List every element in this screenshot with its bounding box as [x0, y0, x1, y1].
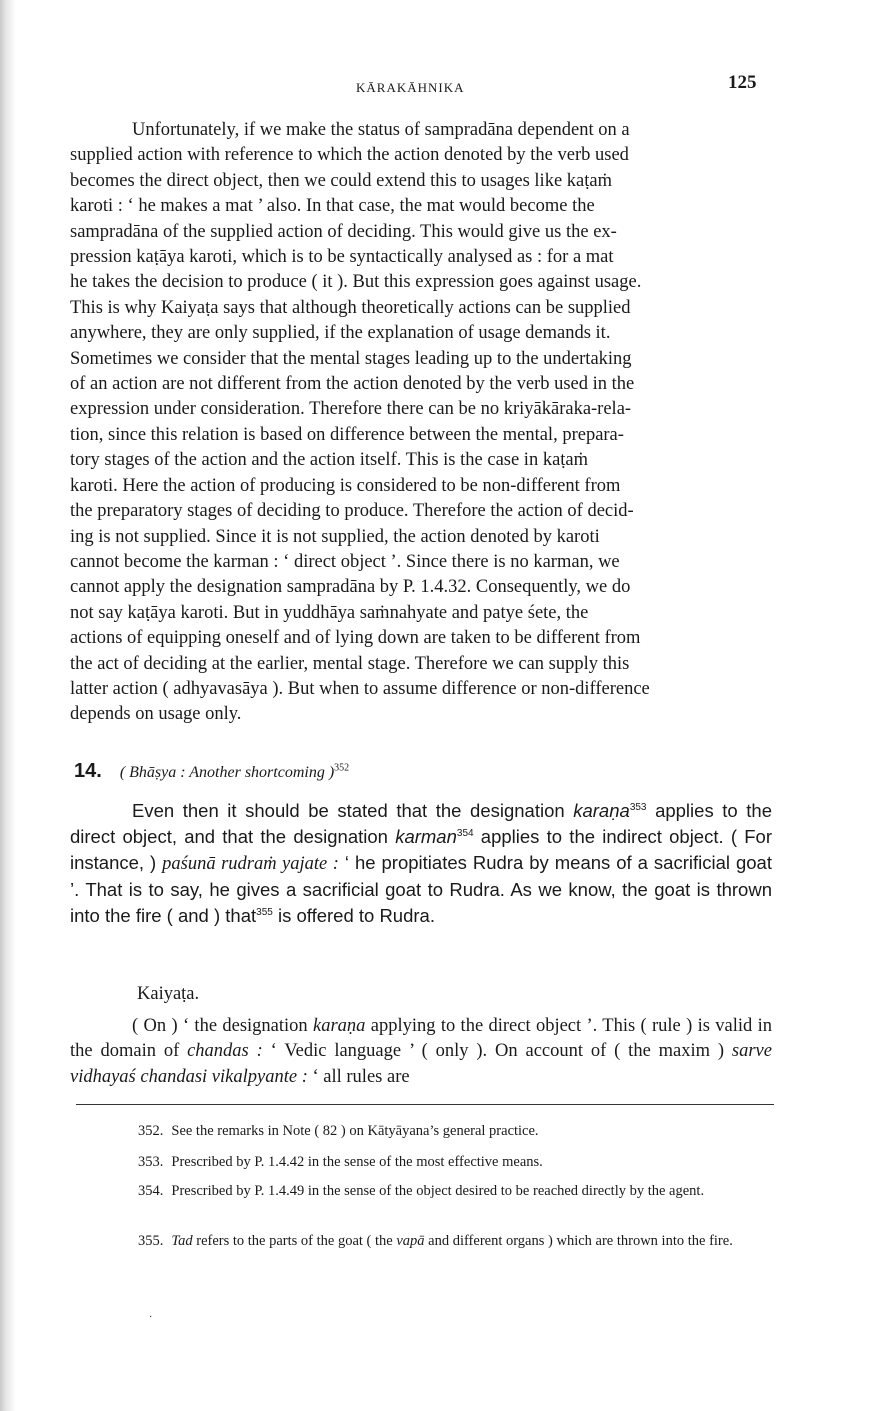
- para3-text: ‘ all rules are: [307, 1066, 410, 1087]
- paragraph-line: supplied action with reference to which the action denoted by the verb used: [70, 145, 629, 166]
- term-karana: karaṇa: [573, 800, 630, 821]
- paragraph-line: he takes the decision to produce ( it ). But this expression goes against usage.: [70, 272, 642, 293]
- paragraph-line: the preparatory stages of deciding to produce. Therefore the action of decid-: [70, 501, 634, 522]
- scan-binding-edge: [0, 0, 16, 1411]
- footnote-text: and different organs ) which are thrown into the fire.: [424, 1233, 733, 1249]
- paragraph-line: anywhere, they are only supplied, if the explanation of usage demands it.: [70, 323, 611, 344]
- footnote-term: Tad: [171, 1233, 193, 1249]
- term-karman: karman: [395, 826, 457, 847]
- footnote-354: [78, 1180, 774, 1203]
- footnote-term: vapā: [396, 1233, 425, 1249]
- paragraph-line: cannot apply the designation sampradāna by P. 1.4.32. Consequently, we do: [70, 577, 631, 598]
- section-title: ( Bhāṣya : Another shortcoming ): [119, 764, 335, 781]
- term-chandas: chandas :: [187, 1041, 263, 1062]
- paragraph-line: Sometimes we consider that the mental stages leading up to the undertaking: [70, 348, 632, 369]
- paragraph-line: tory stages of the action and the action itself. This is the case in kaṭaṁ: [70, 450, 589, 471]
- paragraph-line: of an action are not different from the action denoted by the verb used in the: [70, 374, 635, 395]
- section-number: 14.: [74, 760, 102, 782]
- footnote-text: See the remarks in Note ( 82 ) on Kātyāyana’s general practice.: [171, 1123, 539, 1139]
- paragraph-line: actions of equipping oneself and of lying down are taken to be different from: [70, 628, 641, 649]
- para2-text: Even then it should be stated that the designation: [132, 800, 574, 821]
- paragraph-line: the act of deciding at the earlier, mental stage. Therefore we can supply this: [70, 653, 630, 674]
- page-header: [0, 72, 882, 102]
- paragraph-line: expression under consideration. Therefore there can be no kriyākāraka-rela-: [70, 399, 632, 420]
- paragraph-line: This is why Kaiyaṭa says that although theoretically actions can be supplied: [70, 297, 631, 318]
- paragraph-line: pression kaṭāya karoti, which is to be syntactically analysed as : for a mat: [70, 247, 614, 268]
- paragraph-line: karoti. Here the action of producing is considered to be non-different from: [70, 475, 621, 496]
- paragraph-line: karoti : ‘ he makes a mat ’ also. In that case, the mat would become the: [70, 196, 595, 217]
- paragraph-line: cannot become the karman : ‘ direct object ’. Since there is no karman, we: [70, 551, 620, 572]
- running-head: KĀRAKĀHNIKA: [356, 80, 465, 95]
- term-karana: karaṇa: [313, 1016, 366, 1036]
- paragraph-line: Unfortunately, if we make the status of sampradāna dependent on a: [132, 120, 630, 140]
- footnote-352: [78, 1120, 774, 1143]
- para2-text: is offered to Rudra.: [272, 905, 435, 926]
- footnote-number: 354.: [138, 1183, 164, 1199]
- note-ref-353: 353: [629, 801, 647, 813]
- para2-text: applies to the indirect object. ( For instance, ): [70, 826, 772, 873]
- note-ref-354: 354: [456, 827, 474, 839]
- footnote-separator: [76, 1104, 774, 1105]
- para3-text: ( On ) ‘ the designation: [132, 1016, 313, 1036]
- paragraph-line: becomes the direct object, then we could extend this to usages like kaṭaṁ: [70, 170, 612, 191]
- paragraph-line: latter action ( adhyavasāya ). But when to assume difference or non-difference: [70, 678, 650, 699]
- body-paragraph-2: [70, 798, 772, 929]
- paragraph-line: sampradāna of the supplied action of deciding. This would give us the ex-: [70, 221, 617, 242]
- footnote-number: 353.: [138, 1154, 164, 1170]
- paragraph-line: tion, since this relation is based on difference between the mental, prepara-: [70, 424, 624, 445]
- kaiyata-label: Kaiyaṭa.: [137, 984, 200, 1004]
- footnote-353: [78, 1151, 774, 1174]
- body-paragraph-1: [70, 118, 772, 728]
- note-ref-355: 355: [256, 906, 273, 918]
- footnote-text: Prescribed by P. 1.4.42 in the sense of the most effective means.: [171, 1154, 543, 1170]
- page-number: 125: [728, 72, 757, 93]
- paragraph-line: depends on usage only.: [70, 704, 242, 725]
- example-sentence: paśunā rudraṁ yajate :: [162, 854, 339, 874]
- body-paragraph-3: [70, 1014, 772, 1090]
- footnote-text: Prescribed by P. 1.4.49 in the sense of the object desired to be reached directly by the agent.: [171, 1183, 705, 1199]
- paragraph-line: not say kaṭāya karoti. But in yuddhāya saṁnahyate and patye śete, the: [70, 602, 589, 623]
- para2-text: applies to the direct object, and that the designation: [70, 800, 772, 847]
- maxim: sarve vidhayaś chandasi vikalpyante :: [70, 1041, 772, 1087]
- stray-mark: ·: [149, 1312, 153, 1323]
- paragraph-line: ing is not supplied. Since it is not supplied, the action denoted by karoti: [70, 526, 600, 547]
- footnote-number: 355.: [138, 1233, 164, 1249]
- para3-text: ‘ Vedic language ’ ( only ). On account of ( the maxim ): [262, 1041, 732, 1062]
- section-note-ref: 352: [334, 762, 350, 774]
- footnote-355: [78, 1230, 774, 1253]
- para2-text: ‘ he propitiates Rudra by means of a sacrificial goat ’. That is to say, he gives a sacrificial goat to Rudra. As we know, the goat is thrown into the fire ( and ) that: [70, 852, 772, 926]
- para3-text: applying to the direct object ’. This ( rule ) is valid in the domain of: [70, 1016, 772, 1062]
- section-heading: [74, 760, 774, 783]
- footnote-number: 352.: [138, 1123, 164, 1139]
- footnote-text: refers to the parts of the goat ( the: [192, 1233, 397, 1249]
